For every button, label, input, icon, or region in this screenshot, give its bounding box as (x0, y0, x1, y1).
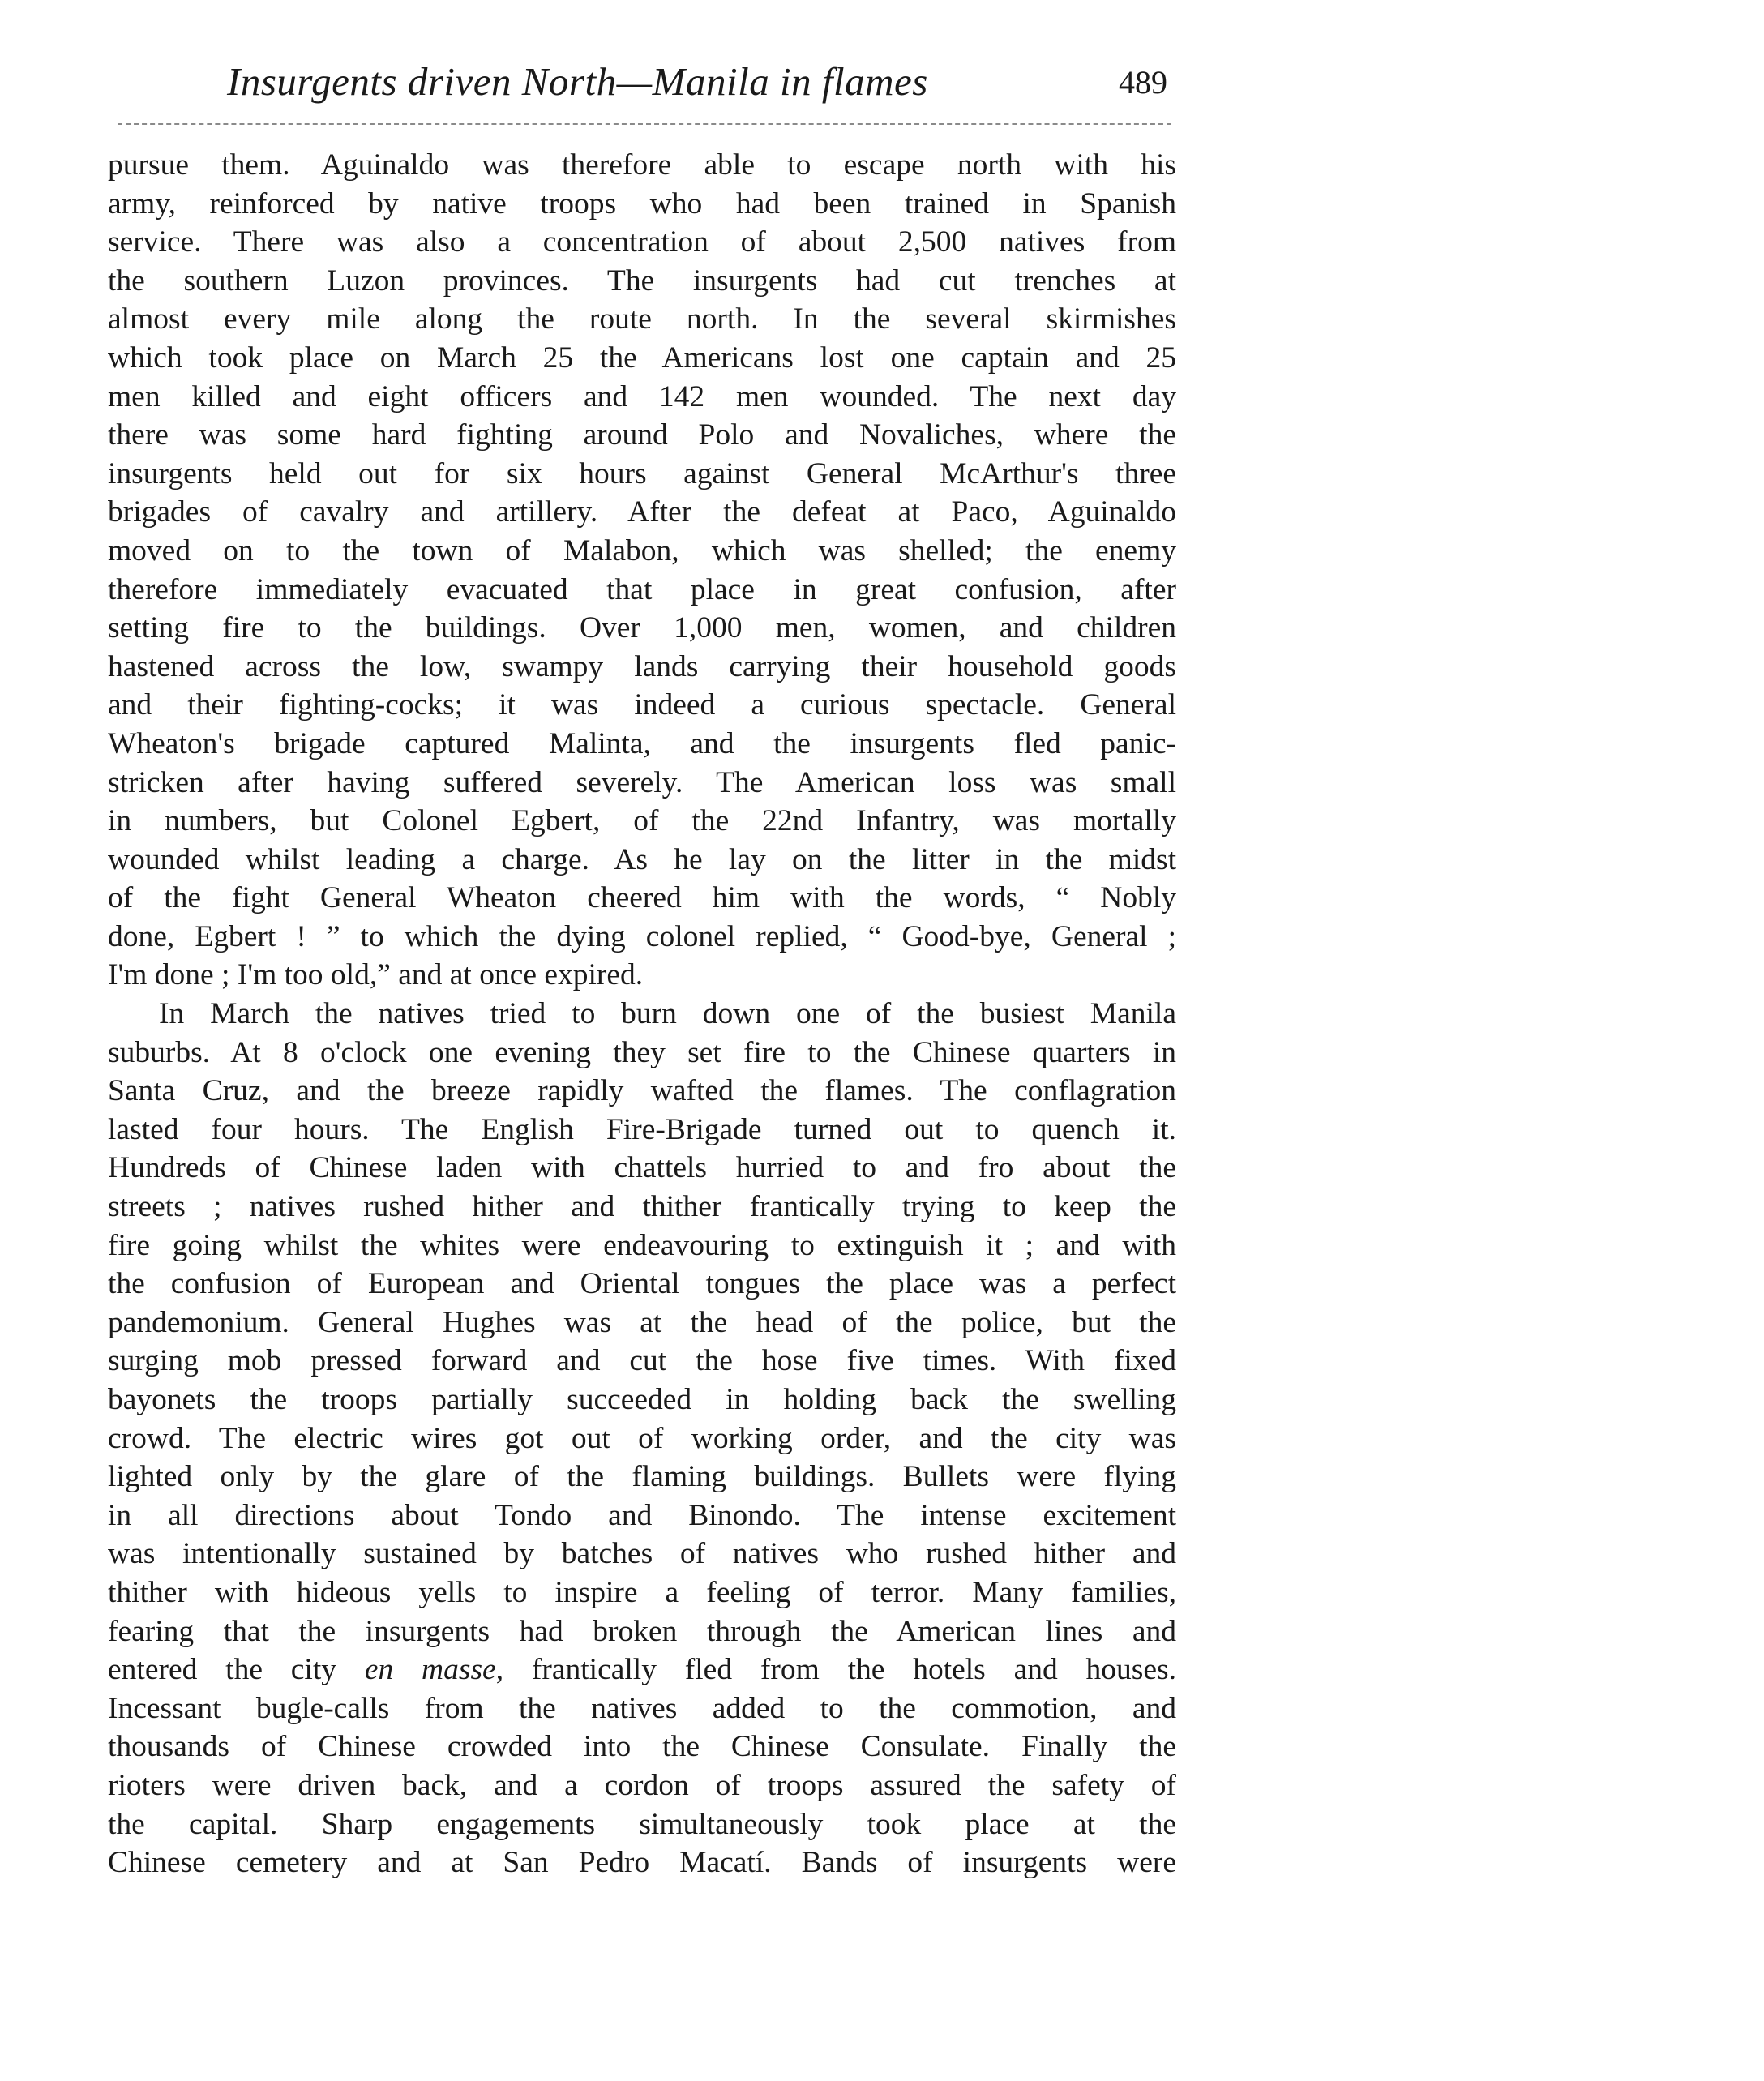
text-line: done, Egbert ! ” to which the dying colonel replied, “ Good-bye, General ; (108, 919, 1176, 953)
body-text (108, 146, 1176, 1882)
text-line: fearing that the insurgents had broken through the American lines and (108, 1614, 1176, 1648)
text-line: there was some hard fighting around Polo and Novaliches, where the (108, 418, 1176, 452)
text-line: lighted only by the glare of the flaming buildings. Bullets were flying (108, 1460, 1176, 1494)
text-line: in all directions about Tondo and Binondo. The intense excitement (108, 1498, 1176, 1532)
line-text-before-italic: entered the city (108, 1653, 365, 1687)
text-line: suburbs. At 8 o'clock one evening they set fire to the Chinese quarters in (108, 1035, 1176, 1069)
text-line: surging mob pressed forward and cut the hose five times. With fixed (108, 1344, 1176, 1378)
italic-phrase: en masse (364, 1653, 496, 1687)
text-line: stricken after having suffered severely. The American loss was small (108, 765, 1176, 799)
text-line: rioters were driven back, and a cordon of troops assured the safety of (108, 1768, 1176, 1802)
text-line: in numbers, but Colonel Egbert, of the 22nd Infantry, was mortally (108, 804, 1176, 838)
running-title: Insurgents driven North—Manila in flames (227, 59, 928, 104)
text-line: bayonets the troops partially succeeded in holding back the swelling (108, 1383, 1176, 1416)
text-line: In March the natives tried to burn down one of the busiest Manila (159, 997, 1176, 1031)
text-line: service. There was also a concentration of about 2,500 natives from (108, 225, 1176, 259)
text-line: pursue them. Aguinaldo was therefore able to escape north with his (108, 148, 1176, 182)
text-line: thither with hideous yells to inspire a feeling of terror. Many families, (108, 1575, 1176, 1609)
text-line: was intentionally sustained by batches of natives who rushed hither and (108, 1537, 1176, 1571)
text-line: Santa Cruz, and the breeze rapidly wafted the flames. The conflagration (108, 1074, 1176, 1108)
text-line: the southern Luzon provinces. The insurgents had cut trenches at (108, 263, 1176, 298)
text-line: men killed and eight officers and 142 men wounded. The next day (108, 379, 1176, 413)
paragraph-1 (108, 146, 1176, 995)
text-line: Wheaton's brigade captured Malinta, and the insurgents fled panic- (108, 726, 1176, 760)
line-text-after-italic: , frantically fled from the hotels and houses. (495, 1653, 1176, 1687)
text-line: almost every mile along the route north. In the several skirmishes (108, 302, 1176, 336)
text-line: I'm done ; I'm too old,” and at once expired. (108, 958, 644, 992)
running-head (227, 58, 1167, 115)
text-line: and their fighting-cocks; it was indeed a curious spectacle. General (108, 688, 1176, 722)
text-line: the capital. Sharp engagements simultaneously took place at the (108, 1807, 1176, 1841)
text-line: wounded whilst leading a charge. As he lay on the litter in the midst (108, 842, 1176, 876)
text-line: streets ; natives rushed hither and thither frantically trying to keep the (108, 1190, 1176, 1224)
text-line: hastened across the low, swampy lands carrying their household goods (108, 649, 1176, 683)
text-line: of the fight General Wheaton cheered him with the words, “ Nobly (108, 881, 1176, 915)
text-line: fire going whilst the whites were endeavouring to extinguish it ; and with (108, 1228, 1176, 1262)
text-line: setting fire to the buildings. Over 1,000 men, women, and children (108, 611, 1176, 645)
header-rule (118, 123, 1171, 125)
text-line: therefore immediately evacuated that place in great confusion, after (108, 572, 1176, 606)
text-line: army, reinforced by native troops who had been trained in Spanish (108, 186, 1176, 221)
text-line: crowd. The electric wires got out of working order, and the city was (108, 1421, 1176, 1455)
text-line: the confusion of European and Oriental tongues the place was a perfect (108, 1267, 1176, 1301)
text-line: Incessant bugle-calls from the natives added to the commotion, and (108, 1691, 1176, 1725)
text-line: brigades of cavalry and artillery. After the defeat at Paco, Aguinaldo (108, 495, 1176, 529)
text-line: moved on to the town of Malabon, which was shelled; the enemy (108, 533, 1176, 567)
text-line: Hundreds of Chinese laden with chattels hurried to and fro about the (108, 1151, 1176, 1185)
text-line: insurgents held out for six hours against General McArthur's three (108, 456, 1176, 490)
page-number: 489 (1119, 64, 1167, 101)
text-line: which took place on March 25 the Americans lost one captain and 25 (108, 340, 1176, 375)
text-line: Chinese cemetery and at San Pedro Macatí. Bands of insurgents were (108, 1846, 1176, 1880)
text-line: lasted four hours. The English Fire-Brigade turned out to quench it. (108, 1112, 1176, 1146)
text-line: thousands of Chinese crowded into the Chinese Consulate. Finally the (108, 1730, 1176, 1764)
paragraph-2 (108, 995, 1176, 1882)
text-line-with-italic (108, 1651, 1176, 1689)
text-line: pandemonium. General Hughes was at the head of the police, but the (108, 1305, 1176, 1339)
